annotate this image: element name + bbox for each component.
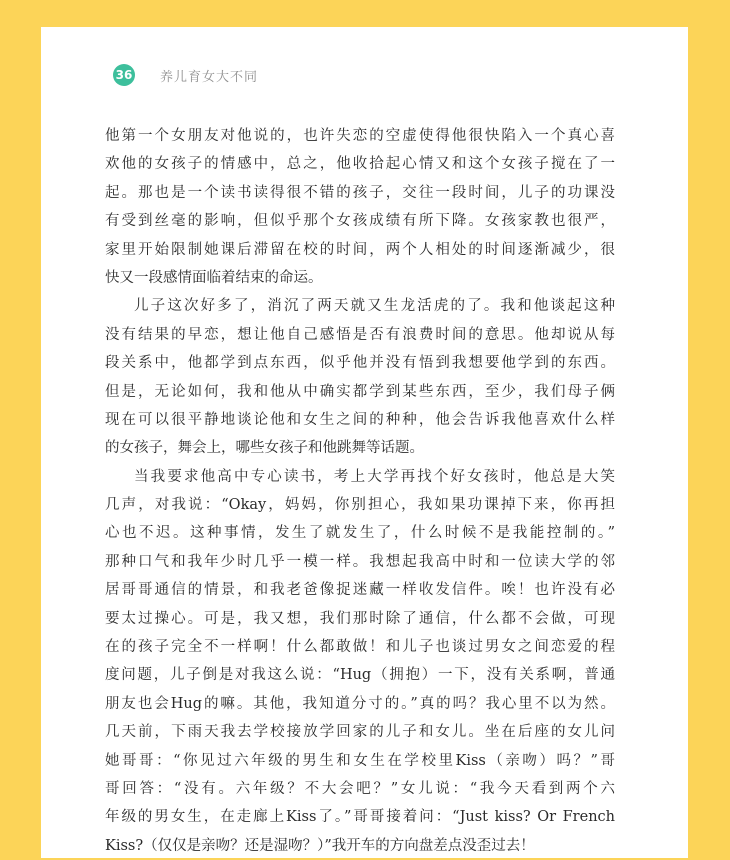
text-line: 在的孩子完全不一样啊！什么都敢做！和儿子也谈过男女之间恋爱的程	[105, 639, 615, 656]
text-line: 当我要求他高中专心读书，考上大学再找个好女孩时，他总是大笑	[134, 468, 615, 485]
running-title: 养儿育女大不同	[160, 69, 259, 85]
text-line: 的女孩子，舞会上，哪些女孩子和他跳舞等话题。	[105, 440, 424, 457]
text-line: 她哥哥：“你见过六年级的男生和女生在学校里Kiss（亲吻）吗？”哥	[105, 752, 615, 769]
text-line: 快又一段感情面临着结束的命运。	[105, 269, 323, 286]
text-line: 现在可以很平静地谈论他和女生之间的种种，他会告诉我他喜欢什么样	[105, 411, 615, 428]
text-line: 家里开始限制她课后滞留在校的时间，两个人相处的时间逐渐减少，很	[105, 241, 615, 258]
text-line: 没有结果的早恋，想让他自己感悟是否有浪费时间的意思。他却说从每	[105, 326, 615, 343]
text-line: 年级的男女生，在走廊上Kiss了。”哥哥接着问：“Just kiss? Or French	[105, 809, 615, 826]
text-line: 儿子这次好多了，消沉了两天就又生龙活虎的了。我和他谈起这种	[134, 298, 615, 315]
text-line: Kiss?（仅仅是亲吻？还是湿吻？）”我开车的方向盘差点没歪过去！	[105, 837, 535, 854]
text-line: 有受到丝毫的影响，但似乎那个女孩成绩有所下降。女孩家教也很严，	[105, 213, 615, 230]
text-line: 几天前，下雨天我去学校接放学回家的儿子和女儿。坐在后座的女儿问	[105, 724, 615, 741]
text-line: 要太过操心。可是，我又想，我们那时除了通信，什么都不会做，可现	[105, 610, 615, 627]
text-line: 度问题，儿子倒是对我这么说：“Hug（拥抱）一下，没有关系啊，普通	[105, 667, 615, 684]
book-page	[41, 27, 688, 858]
text-line: 心也不迟。这种事情，发生了就发生了，什么时候不是我能控制的。”	[105, 525, 615, 542]
text-line: 起。那也是一个读书读得很不错的孩子，交往一段时间，儿子的功课没	[105, 184, 615, 201]
text-line: 那种口气和我年少时几乎一模一样。我想起我高中时和一位读大学的邻	[105, 553, 615, 570]
text-line: 他第一个女朋友对他说的，也许失恋的空虚使得他很快陷入一个真心喜	[105, 128, 615, 144]
text-line: 几声，对我说：“Okay，妈妈，你别担心，我如果功课掉下来，你再担	[105, 497, 615, 514]
body-text	[105, 122, 615, 860]
text-line: 但是，无论如何，我和他从中确实都学到某些东西，至少，我们母子俩	[105, 383, 615, 400]
page-header	[113, 63, 258, 87]
text-line: 哥回答：“没有。六年级？不大会吧？”女儿说：“我今天看到两个六	[105, 780, 615, 797]
text-line: 居哥哥通信的情景，和我老爸像捉迷藏一样收发信件。唉！也许没有必	[105, 582, 615, 599]
page-number-badge: 36	[113, 64, 135, 86]
text-line: 朋友也会Hug的嘛。其他，我知道分寸的。”真的吗？我心里不以为然。	[105, 695, 615, 712]
text-line: 段关系中，他都学到点东西，似乎他并没有悟到我想要他学到的东西。	[105, 355, 615, 372]
text-line: 欢他的女孩子的情感中，总之，他收拾起心情又和这个女孩子搅在了一	[105, 156, 615, 173]
